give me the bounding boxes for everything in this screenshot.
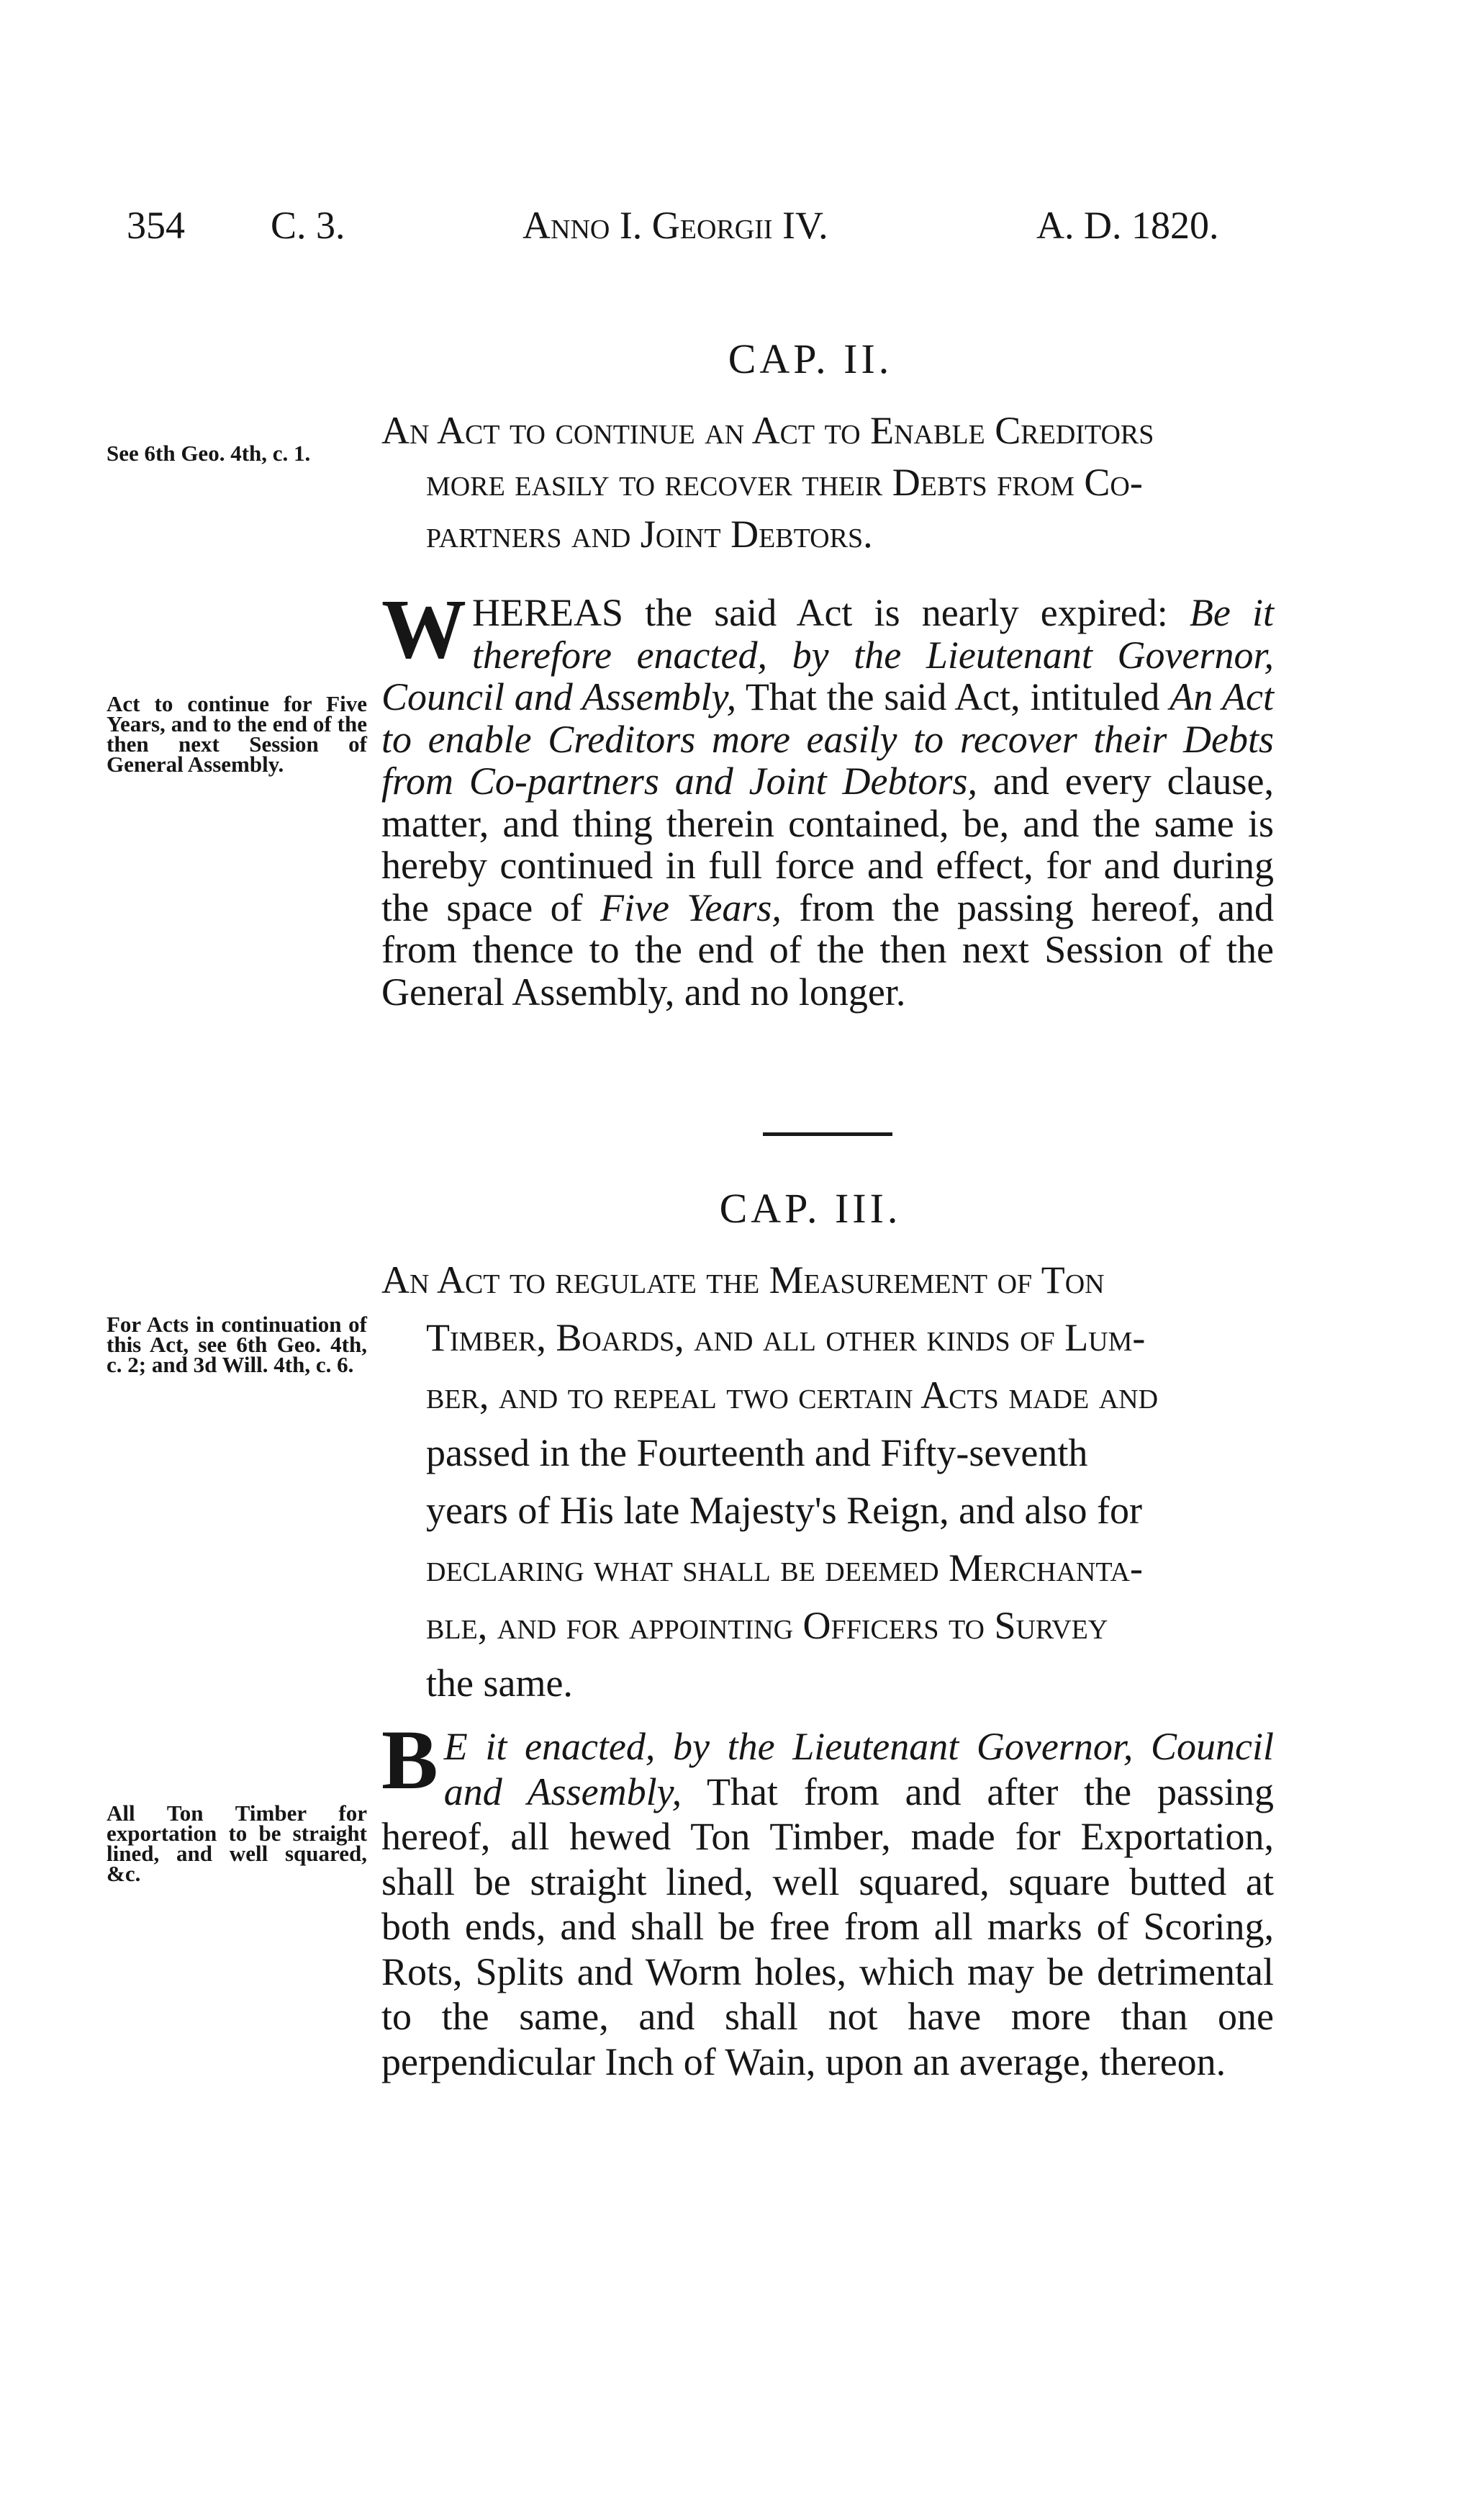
cap-ii-title bbox=[381, 405, 1274, 560]
cap-ii-dropcap: W bbox=[381, 582, 466, 676]
cap-iii-body bbox=[381, 1713, 1274, 2084]
cap-iii-title-line: An Act to regulate the Measurement of Ton bbox=[381, 1258, 1105, 1302]
cap-iii-heading: CAP. III. bbox=[719, 1185, 902, 1232]
cap-ii-duration: Five Years, bbox=[600, 885, 782, 929]
cap-iii-title-line: ber, and to repeal two certain Acts made and bbox=[426, 1374, 1159, 1417]
cap-ii-title-line: more easily to recover their Debts from Co- bbox=[426, 461, 1143, 504]
cap-iii-title-line: the same. bbox=[426, 1662, 573, 1705]
cap-ii-body-lead: HEREAS the said Act is nearly expired: bbox=[472, 591, 1168, 634]
cap-ii-heading: CAP. II. bbox=[728, 335, 893, 382]
running-year: A. D. 1820. bbox=[1036, 204, 1219, 247]
cap-iii-title-line: ble, and for appointing Officers to Survey bbox=[426, 1604, 1108, 1647]
marginal-note-cap-iii-summary: All Ton Timber for exportation to be straight lined, and well squared, &c. bbox=[107, 1800, 367, 1886]
cap-ii-body bbox=[381, 582, 1275, 1014]
cap-ii-enacting-clause: Be it therefore enacted, by the Lieutenant Governor, Council and Assembly, bbox=[381, 591, 1274, 718]
marginal-note-cap-ii-reference: See 6th Geo. 4th, c. 1. bbox=[107, 441, 311, 466]
page-number: 354 bbox=[127, 204, 185, 247]
running-title: Anno I. Georgii IV. bbox=[522, 204, 828, 247]
cap-ii-act-name: An Act to enable Creditors more easily to recover their Debts from Co-partners and Joint Debtors, bbox=[381, 675, 1274, 803]
cap-ii-title-line: An Act to continue an Act to Enable Creditors bbox=[381, 409, 1154, 452]
cap-iii-title bbox=[381, 1251, 1274, 1712]
cap-ii-title-line: partners and Joint Debtors. bbox=[426, 513, 873, 556]
cap-ii-body-text: That the said Act, intituled bbox=[736, 675, 1170, 718]
cap-iii-dropcap: B bbox=[381, 1713, 438, 1807]
cap-iii-title-line: passed in the Fourteenth and Fifty-seventh bbox=[426, 1431, 1088, 1474]
marginal-note-cap-ii-summary: Act to continue for Five Years, and to the end of the then next Session of General Assembly. bbox=[107, 691, 367, 777]
cap-iii-body-text: That from and after the passing hereof, all hewed Ton Timber, made for Exportation, shall be straight lined, well squared, square butted at both ends, and shall be free from all marks of Scoring, Rots, Splits and Worm holes, which may be detrimental to the same, and shall not have more than one perpendicular Inch of Wain, upon an average, thereon. bbox=[381, 1770, 1274, 2083]
cap-iii-title-line: years of His late Majesty's Reign, and also for bbox=[426, 1489, 1142, 1532]
section-divider bbox=[763, 1132, 892, 1136]
cap-iii-title-line: declaring what shall be deemed Merchanta- bbox=[426, 1546, 1143, 1590]
cap-ii-body-text: and every clause, matter, and thing therein contained, be, and the same is hereby continued in full force and effect, for and during the space of bbox=[381, 759, 1275, 929]
cap-iii-enacting-clause: E it enacted, by the Lieutenant Governor, Council and Assembly, bbox=[443, 1725, 1274, 1813]
marginal-note-cap-iii-reference: For Acts in continuation of this Act, see 6th Geo. 4th, c. 2; and 3d Will. 4th, c. 6. bbox=[107, 1312, 367, 1377]
running-chapter: C. 3. bbox=[271, 204, 345, 247]
cap-iii-title-line: Timber, Boards, and all other kinds of Lum- bbox=[426, 1316, 1146, 1359]
cap-ii-body-text: from the passing hereof, and from thence to the end of the then next Session of the General Assembly, and no longer. bbox=[381, 885, 1275, 1014]
